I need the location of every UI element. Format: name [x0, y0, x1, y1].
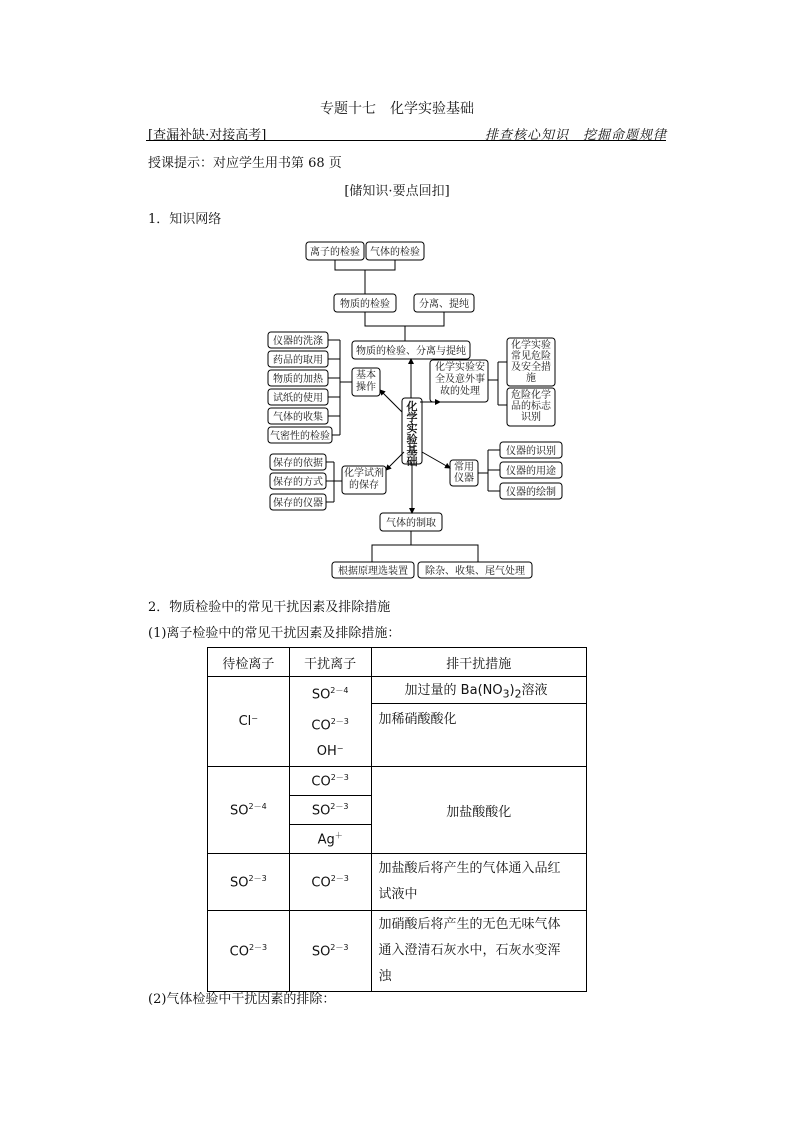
page-title: 专题十七 化学实验基础: [320, 101, 474, 117]
text-gas-test: 气体的检验: [370, 247, 420, 258]
table-row: [208, 677, 587, 704]
measure-cell: 加盐酸后将产生的气体通入品红 试液中: [371, 854, 586, 911]
measure-cell: 加硝酸后将产生的无色无味气体 通入澄清石灰水中，石灰水变浑 浊: [371, 911, 586, 992]
table-header: 干扰离子: [289, 648, 371, 677]
text-separation: 分离、提纯: [419, 299, 469, 310]
storage-item-3: 保存的仪器: [273, 498, 323, 509]
subsection-tag: [储知识·要点回扣]: [344, 184, 450, 199]
section-interference: 2．物质检验中的常见干扰因素及排除措施: [148, 600, 391, 615]
interfere-cell: $SO^{2-3}$: [289, 911, 371, 992]
measure-cell: 加过量的 $Ba(NO_3)_2$溶液: [371, 677, 586, 704]
interfere-cell: $CO^{2-3}$: [289, 767, 371, 796]
text-substance-test: 物质的检验: [340, 299, 390, 310]
instrument-item-1: 仪器的识别: [506, 446, 556, 457]
text-instruments: 常用仪器: [454, 462, 474, 484]
ion-cell: Cl⁻: [208, 677, 290, 767]
table-row: [208, 854, 587, 911]
text-ion-test: 离子的检验: [310, 247, 360, 258]
text-storage: 化学试剂的保存: [344, 468, 384, 491]
table-header: 待检离子: [208, 648, 290, 677]
ion-interference-table: [207, 647, 587, 992]
table-header-row: [208, 648, 587, 677]
text-test-separation: 物质的检验、分离与提纯: [356, 346, 466, 357]
text-center: 化学实验基础: [406, 400, 418, 468]
left-op-3: 物质的加热: [273, 374, 323, 385]
interfere-cell: $CO^{2-3}$: [289, 854, 371, 911]
text-safety-right-2: 危险化学品的标志识别: [511, 390, 551, 423]
left-section-tag: [查漏补缺·对接高考]: [148, 128, 267, 143]
ion-cell: $SO^{2-3}$: [208, 854, 290, 911]
subsection-gas-interference: (2)气体检验中干扰因素的排除：: [148, 992, 336, 1007]
section-knowledge-network: 1．知识网络: [148, 212, 222, 227]
text-safety-right-1: 化学实验常见危险及安全措施: [511, 340, 551, 384]
measure-cell: 加稀硝酸酸化: [371, 704, 586, 767]
table-row: [208, 767, 587, 796]
storage-item-2: 保存的方式: [273, 477, 323, 488]
interfere-cell: $SO^{2-3}$: [289, 796, 371, 825]
measure-cell: 加盐酸酸化: [371, 767, 586, 854]
left-op-2: 药品的取用: [273, 355, 323, 366]
subsection-ion-interference: (1)离子检验中的常见干扰因素及排除措施：: [148, 626, 401, 641]
text-basic-ops: 基本操作: [356, 370, 376, 393]
table-header: 排干扰措施: [371, 648, 586, 677]
storage-item-1: 保存的依据: [273, 458, 323, 469]
teaching-hint: 授课提示：对应学生用书第 68 页: [148, 156, 342, 171]
ion-cell: $SO^{2-4}$: [208, 767, 290, 854]
gas-item-1: 根据原理选装置: [338, 566, 408, 577]
instrument-item-2: 仪器的用途: [506, 466, 556, 477]
left-op-5: 气体的收集: [273, 412, 323, 423]
text-safety: 化学实验安全及意外事故的处理: [435, 362, 485, 397]
left-op-6: 气密性的检验: [270, 431, 330, 442]
right-section-tag: 排查核心知识 挖掘命题规律: [485, 128, 668, 143]
gas-item-2: 除杂、收集、尾气处理: [425, 566, 525, 577]
interfere-cell: $SO^{2-4}$ $CO^{2-3}$ OH⁻: [289, 677, 371, 767]
instrument-item-3: 仪器的绘制: [506, 487, 556, 498]
text-gas-prep: 气体的制取: [386, 518, 436, 529]
left-op-4: 试纸的使用: [273, 393, 323, 404]
ion-cell: $CO^{2-3}$: [208, 911, 290, 992]
interfere-cell: Ag＋: [289, 825, 371, 854]
left-op-1: 仪器的洗涤: [273, 336, 323, 347]
table-row: [208, 911, 587, 992]
